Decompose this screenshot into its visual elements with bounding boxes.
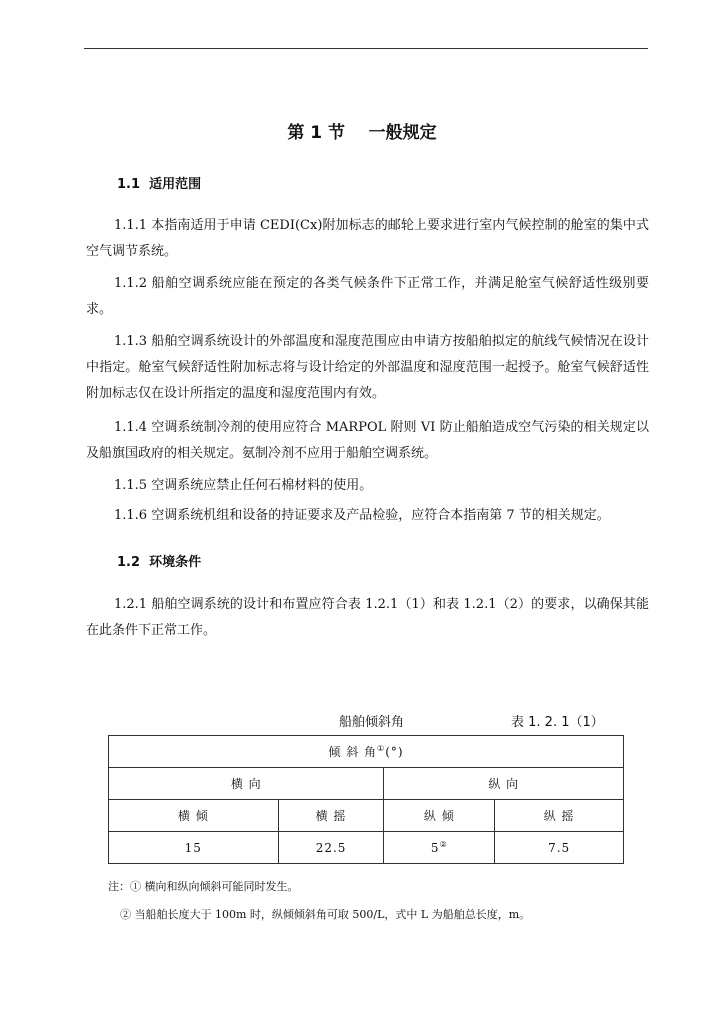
table-row — [109, 768, 624, 800]
header-unit: (°) — [385, 745, 404, 759]
header-longitudinal: 纵 向 — [384, 768, 624, 800]
paragraph-1-1-3: 1.1.3 船舶空调系统设计的外部温度和湿度范围应由申请方按船舶拟定的航线气候情况在设计中指定。舱室气候舒适性附加标志将与设计给定的外部温度和湿度范围一起授予。舱室气候舒适性附加标志仅在设计所指定的温度和湿度范围内有效。 — [86, 334, 649, 401]
value-roll: 22.5 — [278, 832, 384, 864]
paragraph-1-1-2: 1.1.2 船舶空调系统应能在预定的各类气候条件下正常工作，并满足舱室气候舒适性级别要求。 — [86, 276, 649, 317]
col-roll: 横 摇 — [278, 800, 384, 832]
table-title: 船舶倾斜角 — [339, 715, 405, 730]
col-pitch: 纵 摇 — [495, 800, 624, 832]
value-heel: 15 — [109, 832, 279, 864]
tilt-angle-table — [108, 735, 624, 864]
table-row — [109, 832, 624, 864]
heading-1-1: 1.1 适用范围 — [117, 177, 202, 192]
paragraph-1-1-1: 1.1.1 本指南适用于申请 CEDI(Cx)附加标志的邮轮上要求进行室内气候控制的舱室的集中式空气调节系统。 — [86, 218, 649, 259]
footnote-ref-1: ① — [377, 744, 386, 753]
paragraph-1-1-5: 1.1.5 空调系统应禁止任何石棉材料的使用。 — [114, 478, 373, 493]
col-heel: 横 倾 — [109, 800, 279, 832]
value-trim-text: 5 — [430, 841, 440, 855]
table-number: 表 1. 2. 1（1） — [511, 715, 604, 730]
paragraph-1-1-6: 1.1.6 空调系统机组和设备的持证要求及产品检验，应符合本指南第 7 节的相关规定。 — [114, 508, 610, 523]
header-tilt-angle — [109, 736, 624, 768]
paragraph-1-2-1: 1.2.1 船舶空调系统的设计和布置应符合表 1.2.1（1）和表 1.2.1（2）的要求，以确保其能在此条件下正常工作。 — [86, 597, 649, 638]
paragraph-1-1-4: 1.1.4 空调系统制冷剂的使用应符合 MARPOL 附则 VI 防止船舶造成空气污染的相关规定以及船旗国政府的相关规定。氨制冷剂不应用于船舶空调系统。 — [86, 420, 649, 461]
value-pitch: 7.5 — [495, 832, 624, 864]
value-trim — [384, 832, 495, 864]
heading-1-2: 1.2 环境条件 — [117, 555, 202, 570]
header-tilt-angle-text: 倾 斜 角 — [328, 745, 378, 759]
header-transverse: 横 向 — [109, 768, 384, 800]
table-row — [109, 800, 624, 832]
footnote-ref-2: ② — [439, 840, 448, 849]
table-row — [109, 736, 624, 768]
note-2: ② 当船舶长度大于 100m 时，纵倾倾斜角可取 500/L，式中 L 为船舶总长度，m。 — [120, 908, 531, 921]
section-title: 第 1 节 一般规定 — [287, 123, 437, 143]
header-rule — [84, 48, 648, 49]
col-trim: 纵 倾 — [384, 800, 495, 832]
note-1: 注：① 横向和纵向倾斜可能同时发生。 — [108, 880, 299, 893]
